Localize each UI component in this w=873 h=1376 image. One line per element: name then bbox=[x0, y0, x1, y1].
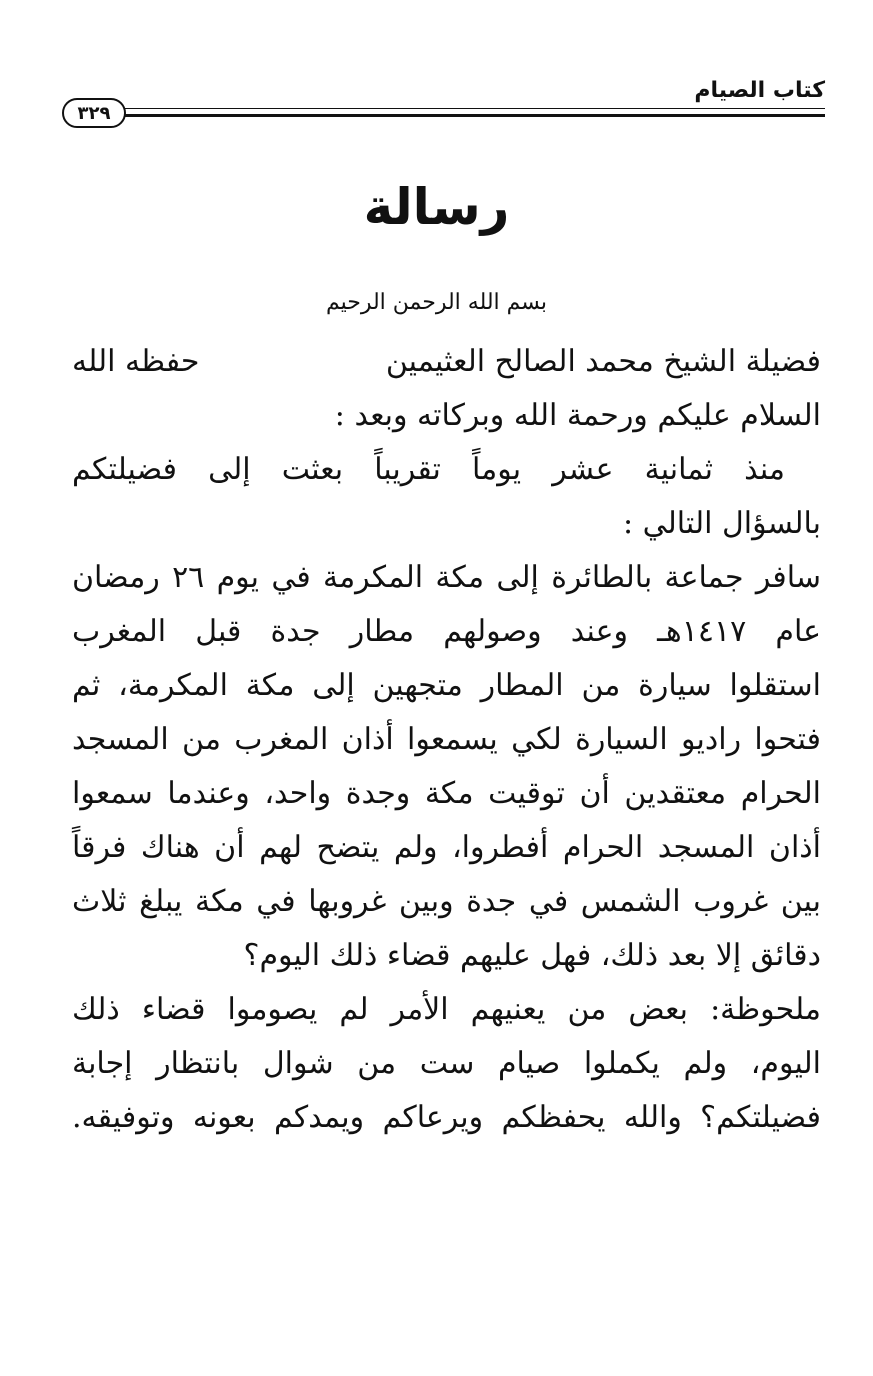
body-line: بين غروب الشمس في جدة وبين غروبها في مكة يبلغ ثلاث bbox=[72, 884, 821, 919]
recipient-prayer: حفظه الله bbox=[72, 344, 200, 379]
body-line: عام ١٤١٧هـ وعند وصولهم مطار جدة قبل المغرب bbox=[72, 614, 821, 649]
greeting-line: السلام عليكم ورحمة الله وبركاته وبعد : bbox=[334, 398, 821, 433]
closing-line: فضيلتكم؟ والله يحفظكم ويرعاكم ويمدكم بعونه وتوفيقه. bbox=[72, 1100, 821, 1135]
header-rule-thin bbox=[120, 108, 825, 109]
body-line: فتحوا راديو السيارة لكي يسمعوا أذان المغرب من المسجد bbox=[72, 722, 821, 757]
body-line: سافر جماعة بالطائرة إلى مكة المكرمة في يوم ٢٦ رمضان bbox=[72, 560, 821, 595]
header-rule-thick bbox=[120, 114, 825, 117]
body-line: دقائق إلا بعد ذلك، فهل عليهم قضاء ذلك اليوم؟ bbox=[243, 938, 821, 973]
basmala-line: بسم الله الرحمن الرحيم bbox=[325, 290, 548, 315]
note-line: اليوم، ولم يكملوا صيام ست من شوال بانتظار إجابة bbox=[72, 1046, 821, 1081]
body-line: استقلوا سيارة من المطار متجهين إلى مكة المكرمة، ثم bbox=[72, 668, 821, 703]
body-line: الحرام معتقدين أن توقيت مكة وجدة واحد، وعندما سمعوا bbox=[72, 776, 821, 811]
note-line: ملحوظة: بعض من يعنيهم الأمر لم يصوموا قضاء ذلك bbox=[72, 992, 821, 1027]
body-line: منذ ثمانية عشر يوماً تقريباً بعثت إلى فضيلتكم bbox=[72, 452, 785, 487]
running-header-title: كتاب الصيام bbox=[694, 78, 825, 103]
document-title: رسالة bbox=[363, 178, 510, 236]
page-number-text: ٣٢٩ bbox=[77, 102, 111, 124]
recipient-name: فضيلة الشيخ محمد الصالح العثيمين bbox=[385, 344, 821, 379]
page-number-badge bbox=[62, 98, 126, 128]
body-line: بالسؤال التالي : bbox=[622, 506, 821, 541]
body-line: أذان المسجد الحرام أفطروا، ولم يتضح لهم أن هناك فرقاً bbox=[72, 830, 821, 865]
